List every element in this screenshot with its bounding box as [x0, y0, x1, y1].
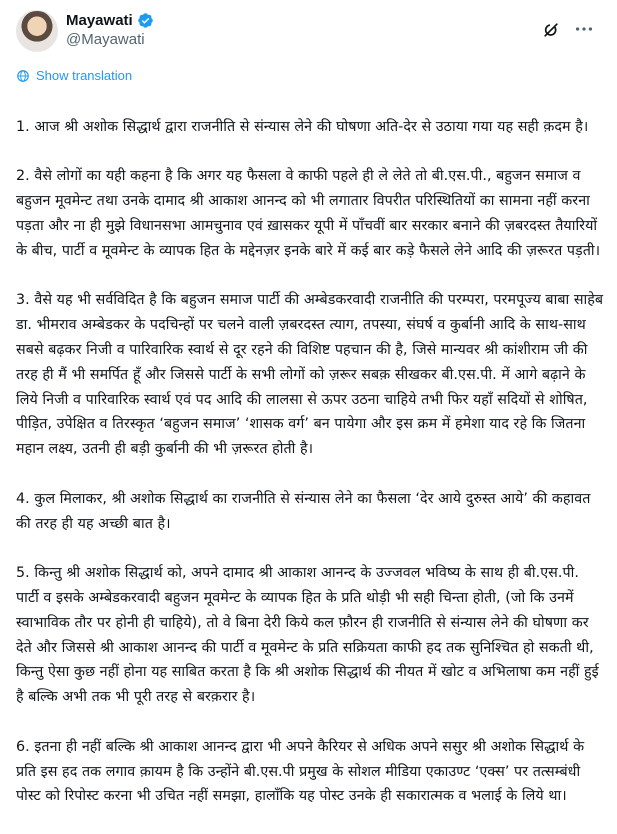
- more-options-icon[interactable]: [573, 18, 595, 40]
- verified-badge-icon: [137, 12, 154, 29]
- paragraph-3: 3. वैसे यह भी सर्वविदित है कि बहुजन समाज पार्टी की अम्बेडकरवादी राजनीति की परम्परा, परमपूज्य बाबा साहेब डा. भीमराव अम्बेडकर के पदचिन्हों पर चलने वाली ज़बरदस्त त्याग, तपस्या, संघर्ष व कुर्बानी आदि के साथ-साथ सबसे बढ़कर निजी व पारिवारिक स्वार्थ से दूर रहने की विशिष्ट पहचान की है, जिसे मान्यवर श्री कांशीराम जी की तरह ही मैं भी समर्पित हूँ और जिससे पार्टी के सभी लोगों को ज़रूर सबक़ सीखकर बी.एस.पी. में आगे बढ़ाने के लिये निजी व पारिवारिक स्वार्थ एवं पद आदि की लालसा से ऊपर उठना चाहिये तभी फिर यहाँ सदियों से शोषित, पीड़ित, उपेक्षित व तिरस्कृत ‘बहुजन समाज’ ‘शासक वर्ग’ बन पायेगा और इस क्रम में हमेशा याद रहे कि जितना महान लक्ष्य, उतनी ही बड़ी कुर्बानी की भी ज़रूरत होती है।: [16, 292, 604, 458]
- paragraph-2: 2. वैसे लोगों का यही कहना है कि अगर यह फैसला वे काफी पहले ही ले लेते तो बी.एस.पी., बहुजन समाज व बहुजन मूवमेन्ट तथा उनके दामाद श्री आकाश आनन्द को भी लगातार विपरीत परिस्थितियों का सामना नहीं करना पड़ता और ना ही मुझे विधानसभा आमचुनाव एवं ख़ासकर यूपी में पाँचवीं बार सरकार बनाने की ज़बरदस्त तैयारियों के बीच, पार्टी व मूवमेन्ट के व्यापक हित के मद्देनज़र इनके बारे में कई बार कड़े फैसले लेने आदि की ज़रूरत पड़ती।: [16, 168, 601, 259]
- display-name[interactable]: Mayawati: [66, 12, 133, 29]
- post-text: [16, 90, 604, 834]
- grok-icon[interactable]: [541, 20, 561, 40]
- author-block: [66, 12, 154, 48]
- paragraph-4: 4. कुल मिलाकर, श्री अशोक सिद्धार्थ का राजनीति से संन्यास लेने का फैसला ‘देर आये दुरुस्त आये’ की कहावत की तरह ही यह अच्छी बात है।: [16, 490, 591, 532]
- show-translation-link[interactable]: [16, 68, 132, 83]
- paragraph-1: 1. आज श्री अशोक सिद्धार्थ द्वारा राजनीति से संन्यास लेने की घोषणा अति-देर से उठाया गया यह सही क़दम है।: [16, 118, 589, 135]
- name-row: [66, 12, 154, 29]
- avatar[interactable]: [16, 10, 58, 52]
- globe-icon: [16, 69, 30, 83]
- handle[interactable]: @Mayawati: [66, 31, 145, 48]
- post-header: [16, 6, 601, 54]
- paragraph-5: 5. किन्तु श्री अशोक सिद्धार्थ को, अपने दामाद श्री आकाश आनन्द के उज्जवल भविष्य के साथ ही बी.एस.पी. पार्टी व इसके अम्बेडकरवादी बहुजन मूवमेन्ट के व्यापक हित के प्रति थोड़ी भी सही चिन्ता होती, (जो कि उनमें स्वाभाविक तौर पर होनी ही चाहिये), तो वे बिना देरी किये कल फ़ौरन ही राजनीति से संन्यास लेने की घोषणा कर देते और जिससे श्री आकाश आनन्द की पार्टी व मूवमेन्ट के प्रति सक्रियता काफी हद तक सुनिश्चित हो सकती थी, किन्तु ऐसा कुछ नहीं होना यह साबित करता है कि श्री अशोक सिद्धार्थ की नीयत में खोट व अभिलाषा कम नहीं हुई है बल्कि अभी तक भी पूरी तरह से बरक़रार है।: [16, 565, 599, 706]
- show-translation-label: Show translation: [36, 68, 133, 83]
- paragraph-6: 6. इतना ही नहीं बल्कि श्री आकाश आनन्द द्वारा भी अपने कैरियर से अधिक अपने ससुर श्री अशोक सिद्धार्थ के प्रति इस हद तक लगाव क़ायम है कि उन्होंने बी.एस.पी प्रमुख के सोशल मीडिया एकाउण्ट ‘एक्स’ पर तत्सम्बंधी पोस्ट को रिपोस्ट करना भी उचित नहीं समझा, हालाँकि यह पोस्ट उनके ही सकारात्मक व भलाई के लिये था।: [16, 738, 585, 805]
